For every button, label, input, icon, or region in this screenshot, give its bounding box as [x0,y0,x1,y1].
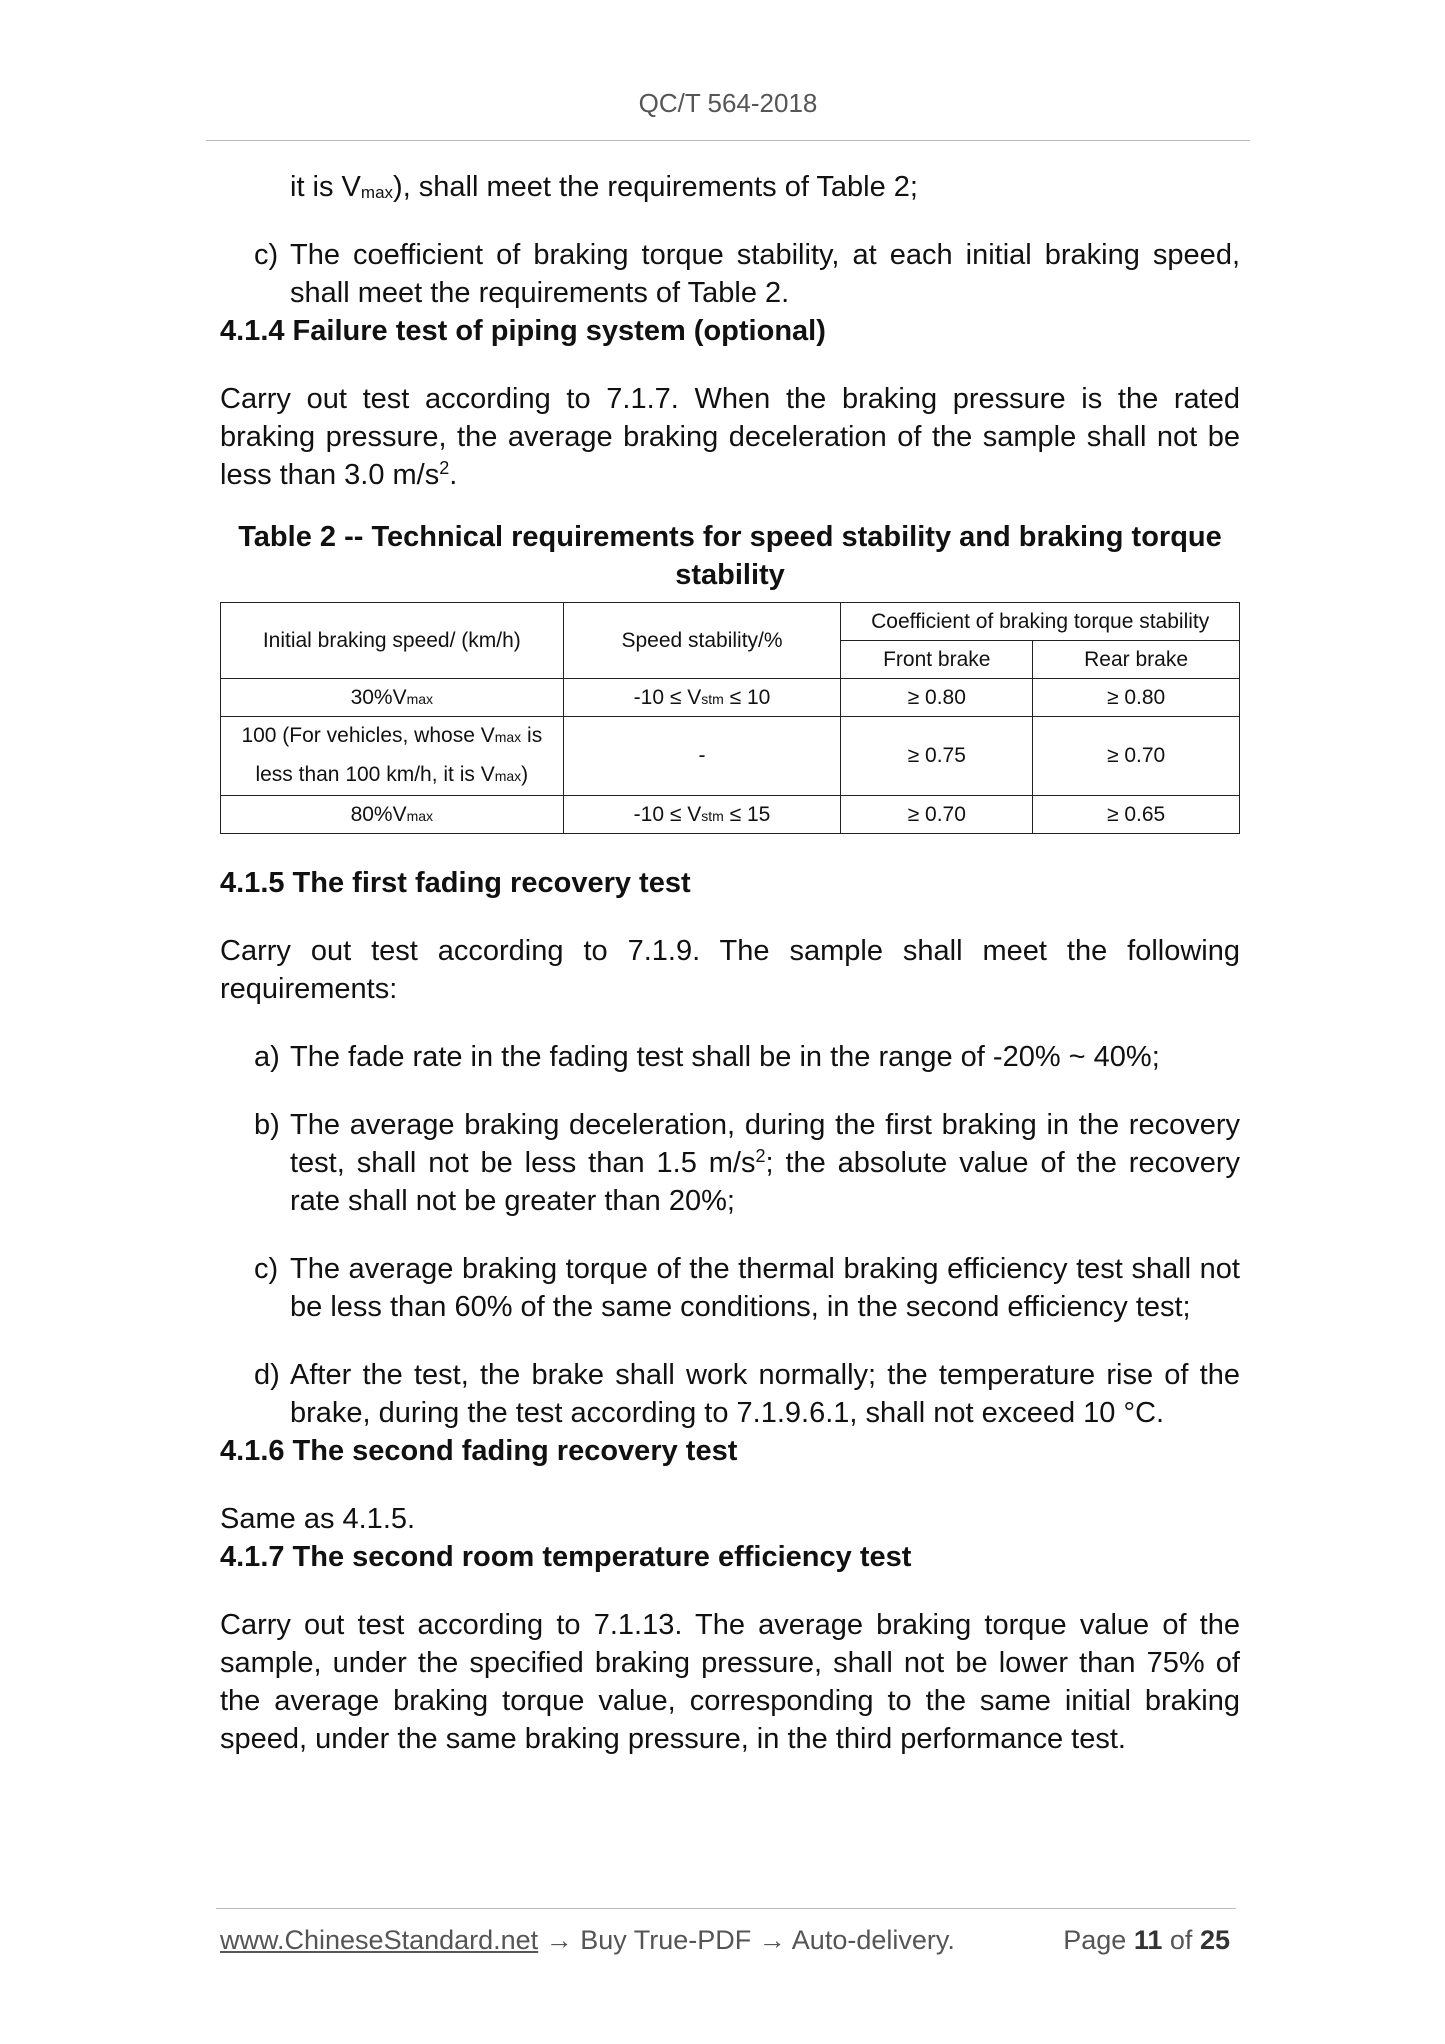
header-initial-speed: Initial braking speed/ (km/h) [221,603,564,679]
cell-rear: ≥ 0.80 [1033,679,1240,717]
table-row [221,796,1240,834]
page-total: 25 [1199,1925,1230,1955]
cell-rear: ≥ 0.65 [1033,796,1240,834]
footer-left [220,1925,955,1956]
list-item-c [220,236,1240,312]
cell-stability: -10 ≤ Vstm ≤ 10 [563,679,841,717]
table-row [221,679,1240,717]
cell-stability: -10 ≤ Vstm ≤ 15 [563,796,841,834]
page-content [220,168,1240,1758]
list-text: The coefficient of braking torque stability, at each initial braking speed, shall meet the requirements of Table 2. [290,239,1240,309]
footer-divider [216,1908,1236,1909]
section-heading-4-1-4: 4.1.4 Failure test of piping system (optional) [220,315,826,347]
arrow-right-icon: → [545,1925,573,1955]
cell-speed: 80%Vmax [221,796,564,834]
arrow-right-icon: → [758,1925,786,1955]
page-footer [220,1925,1230,1956]
header-coefficient: Coefficient of braking torque stability [841,603,1240,641]
section-heading-4-1-5: 4.1.5 The first fading recovery test [220,867,691,899]
section-heading-4-1-6: 4.1.6 The second fading recovery test [220,1435,738,1467]
website-link[interactable]: www.ChineseStandard.net [220,1925,539,1955]
list-label: d) [254,1359,280,1391]
header-speed-stability: Speed stability/% [563,603,841,679]
list-label: a) [254,1041,280,1073]
list-text: After the test, the brake shall work normally; the temperature rise of the brake, during the test according to 7.1.9.6.1, shall not exceed 10 °C. [290,1359,1240,1429]
header-front-brake: Front brake [841,641,1033,679]
document-id: QC/T 564-2018 [638,88,818,118]
cell-front: ≥ 0.75 [841,717,1033,796]
cell-rear: ≥ 0.70 [1033,717,1240,796]
table-row [221,717,1240,796]
page-indicator: Page 11 of 25 [1063,1925,1230,1955]
page-number: 11 [1133,1925,1163,1955]
buy-text: Buy True-PDF [580,1925,752,1955]
section-intro-4-1-5: Carry out test according to 7.1.9. The sample shall meet the following requirements: [220,935,1240,1005]
list-item-b [220,1106,1240,1220]
list-label: c) [254,239,279,271]
table-caption: Table 2 -- Technical requirements for speed stability and braking torque stability [238,521,1222,591]
cell-speed: 30%Vmax [221,679,564,717]
table-header-row [221,603,1240,641]
page-header [206,88,1250,141]
continued-item-b: it is $V_{max}$), shall meet the requirements of Table 2; [290,171,918,203]
cell-stability: - [563,717,841,796]
cell-front: ≥ 0.70 [841,796,1033,834]
list-item-a [220,1038,1240,1076]
list-item-d [220,1356,1240,1432]
requirements-table [220,602,1240,834]
section-text-4-1-6: Same as 4.1.5. [220,1503,416,1535]
list-label: c) [254,1253,279,1285]
list-label: b) [254,1109,280,1141]
list-text: The average braking deceleration, during the first braking in the recovery test, shall not be less than 1.5 $m/s^2$; the absolute value of the recovery rate shall not be greater than 20%; [290,1109,1240,1217]
list-text: The average braking torque of the thermal braking efficiency test shall not be less than 60% of the same conditions, in the second efficiency test; [290,1253,1240,1323]
section-paragraph-4-1-4: Carry out test according to 7.1.7. When the braking pressure is the rated braking pressure, the average braking deceleration of the sample shall not be less than 3.0 $m/s^2$. [220,383,1240,491]
header-rear-brake: Rear brake [1033,641,1240,679]
section-heading-4-1-7: 4.1.7 The second room temperature efficiency test [220,1541,912,1573]
cell-front: ≥ 0.80 [841,679,1033,717]
delivery-text: Auto-delivery. [791,1925,955,1955]
list-item-c [220,1250,1240,1326]
section-text-4-1-7: Carry out test according to 7.1.13. The average braking torque value of the sample, under the specified braking pressure, shall not be lower than 75% of the average braking torque value, corresponding to the same initial braking speed, under the same braking pressure, in the third performance test. [220,1609,1240,1755]
cell-speed: 100 (For vehicles, whose Vmax is less than 100 km/h, it is Vmax) [221,717,564,796]
list-text: The fade rate in the fading test shall be in the range of -20% ~ 40%; [290,1041,1160,1073]
